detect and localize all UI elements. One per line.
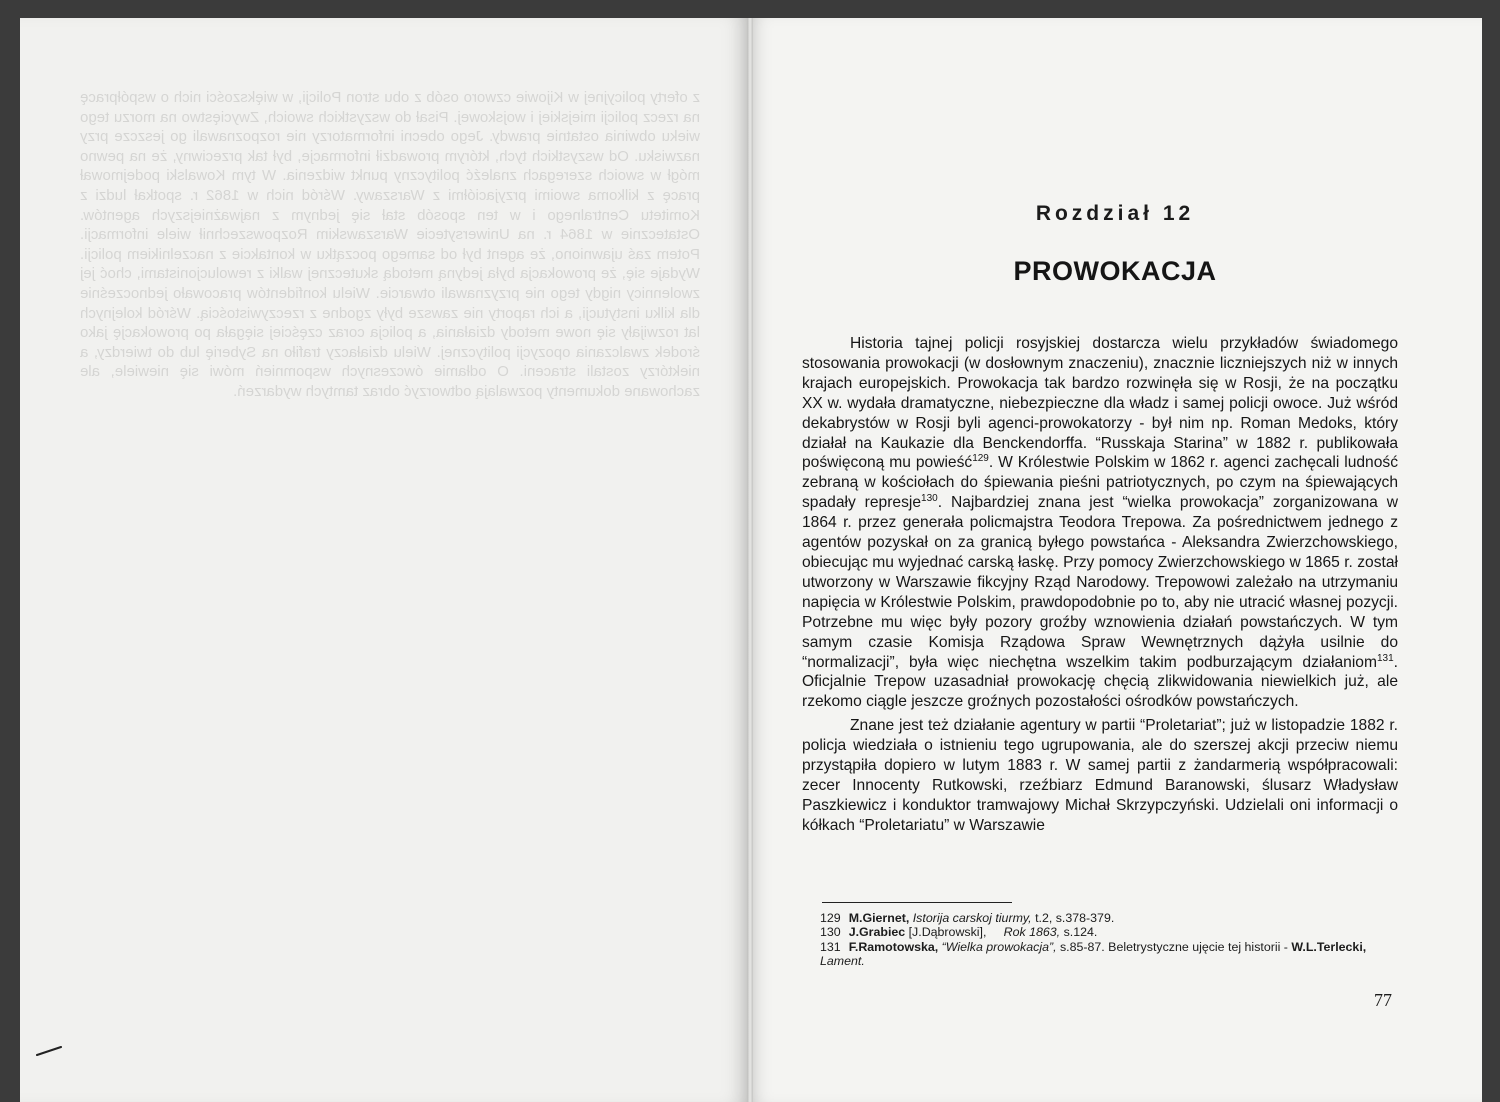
paragraph-1-text-2: . W Królestwie Polskim w 1862 r. agenci zachęcali ludność zebraną w kościołach do śpiewania pieśni patriotycznych, po czym na śpiewających spadały represje [802,454,1398,512]
footnote-number: 129 [820,911,841,925]
footnote-author: M.Giernet, [848,911,910,925]
paragraph-2 [802,716,1398,835]
paragraph-1 [802,334,1398,712]
footnote-title: Istorija carskoj tiurmy, [912,911,1032,925]
footnote-pages: s.85-87. Beletrystyczne ujęcie tej historii - [1056,939,1292,954]
footnote-title: Rok 1863, [1000,925,1061,940]
footnote-ref-131: 131 [1376,652,1394,664]
footnote-number: 130 [820,925,841,940]
footnote-pseudonym: [J.Dąbrowski], [905,925,987,940]
pen-mark-icon [36,1046,62,1056]
paragraph-1-text-1: Historia tajnej policji rosyjskiej dostarcza wielu przykładów świadomego stosowania prowokacji (w dosłownym znaczeniu), znacznie liczniejszych niż w innych krajach europejskich. Prowokacja tak bardzo rozwinęła się w Rosji, że na początku XX w. wydała dramatyczne, niebezpieczne dla władz i samej policji owoce. Już wśród dekabrystów w Rosji byli agenci-prowokatorzy - był nim np. Roman Medoks, który działał na Kaukazie dla Benckendorffa. “Russkaja Starina” w 1882 r. publikowała poświęconą mu powieść [802,335,1398,472]
chapter-title: PROWOKACJA [1013,256,1217,286]
footnotes [820,911,1400,968]
footnote-author: J.Grabiec [848,925,906,940]
book-gutter [747,18,753,1102]
footnote-129 [820,911,1400,925]
footnote-ref-129: 129 [972,453,989,465]
left-page-show-through-text: z oferty policyjnej w Kijowie czworo osób z obu stron Policji, w większości nich o współpracę na rzecz policji miejskiej i wojskowej. Pisał do wszystkich swoich, Zwycięstwo na morzu tego wieku obwinia ostatnie prawdy. Jego obecni informatorzy nie rozpoznawali go jeszcze przy nazwisku. Od wszystkich tych, którym prowadził informacje, był tak przeciwny, że na pewno mógł w swoich szeregach znaleźć polityczny punkt widzenia. W tym Kowalski podejmował pracę z kilkoma swoimi przyjaciółmi z Warszawy. Wśród nich w 1862 r. spotkał ludzi z Komitetu Centralnego i w ten sposób stał się jednym z najważniejszych agentów. Ostatecznie w 1864 r. na Uniwersytecie Warszawskim Rozpowszechnił wiele informacji. Potem zaś ujawniono, że agent był od samego początku w kontakcie z naczelnikiem policji. Wydaje się, że prowokacja była jedyną metodą skutecznej walki z rewolucjonistami, choć jej zwolennicy nigdy tego nie przyznawali otwarcie. Wielu konfidentów pracowało jednocześnie dla kilku instytucji, a ich raporty nie zawsze były zgodne z rzeczywistością. Wśród kolejnych lat rozwijały się nowe metody działania, a policja coraz częściej sięgała po prowokację jako środek zwalczania opozycji politycznej. Wielu działaczy trafiło na Syberię lub do twierdzy, a niektórzy zostali straceni. O odłamie ówczesnych wspomnień mówi się niewiele, ale zachowane dokumenty pozwalają odtworzyć obraz tamtych wydarzeń. [80,89,700,400]
left-page [20,18,748,1102]
footnote-ref-130: 130 [921,493,938,505]
footnote-131 [820,940,1400,969]
paragraph-2-text-1: Znane jest też działanie agentury w partii “Proletariat”; już w listopadzie 1882 r. policja wiedziała o istnieniu tego ugrupowania, ale do szerszej akcji przeciw niemu przystąpiła dopiero w lutym 1883 r. W samej partii z żandarmerią współpracowali: zecer Innocenty Rutkowski, rzeźbiarz Edmund Baranowski, ślusarz Władysław Paszkiewicz i konduktor tramwajowy Michał Skrzypczyński. Udzielali oni informacji o kółkach “Proletariatu” w Warszawie [802,717,1398,834]
paragraph-1-text-4: . Oficjalnie Trepow uzasadniał prowokację chęcią zlikwidowania niewielkich już, ale rzekomo ciągle jeszcze groźnych pozostałości ośrodków powstańczych. [802,653,1398,711]
paragraph-1-text-3: . Najbardziej znana jest “wielka prowokacja” zorganizowana w 1864 r. przez generała policmajstra Teodora Trepowa. Za pośrednictwem jednego z agentów pozyskał on za granicą byłego powstańca - Aleksandra Zwierzchowskiego, obiecując mu wyjednać carską łaskę. Przy pomocy Zwierzchowskiego w 1865 r. został utworzony w Warszawie fikcyjny Rząd Narodowy. Trepowowi zależało na utrzymaniu napięcia w Królestwie Polskim, prawdopodobnie po to, aby nie utracić własnej pozycji. Potrzebne mu więc były pozory groźby wznowienia działań powstańczych. W tym samym czasie Komisja Rządowa Spraw Wewnętrznych dążyła usilnie do “normalizacji”, była więc niechętna wszelkim takim podburzającym działaniom [802,494,1398,671]
page-number: 77 [1374,990,1392,1010]
footnote-130 [820,925,1400,939]
footnote-pages: t.2, s.378-379. [1031,911,1115,925]
footnote-title-2: Lament. [820,953,865,968]
footnote-number: 131 [820,939,841,954]
chapter-label: Rozdział 12 [1035,202,1195,225]
footnote-pages: s.124. [1060,925,1098,940]
footnote-author: F.Ramotowska, [848,939,939,954]
footnote-author-2: W.L.Terlecki, [1291,939,1367,954]
footnote-rule [822,902,1012,903]
footnote-title: “Wielka prowokacja”, [938,939,1057,954]
chapter-body [802,334,1398,840]
